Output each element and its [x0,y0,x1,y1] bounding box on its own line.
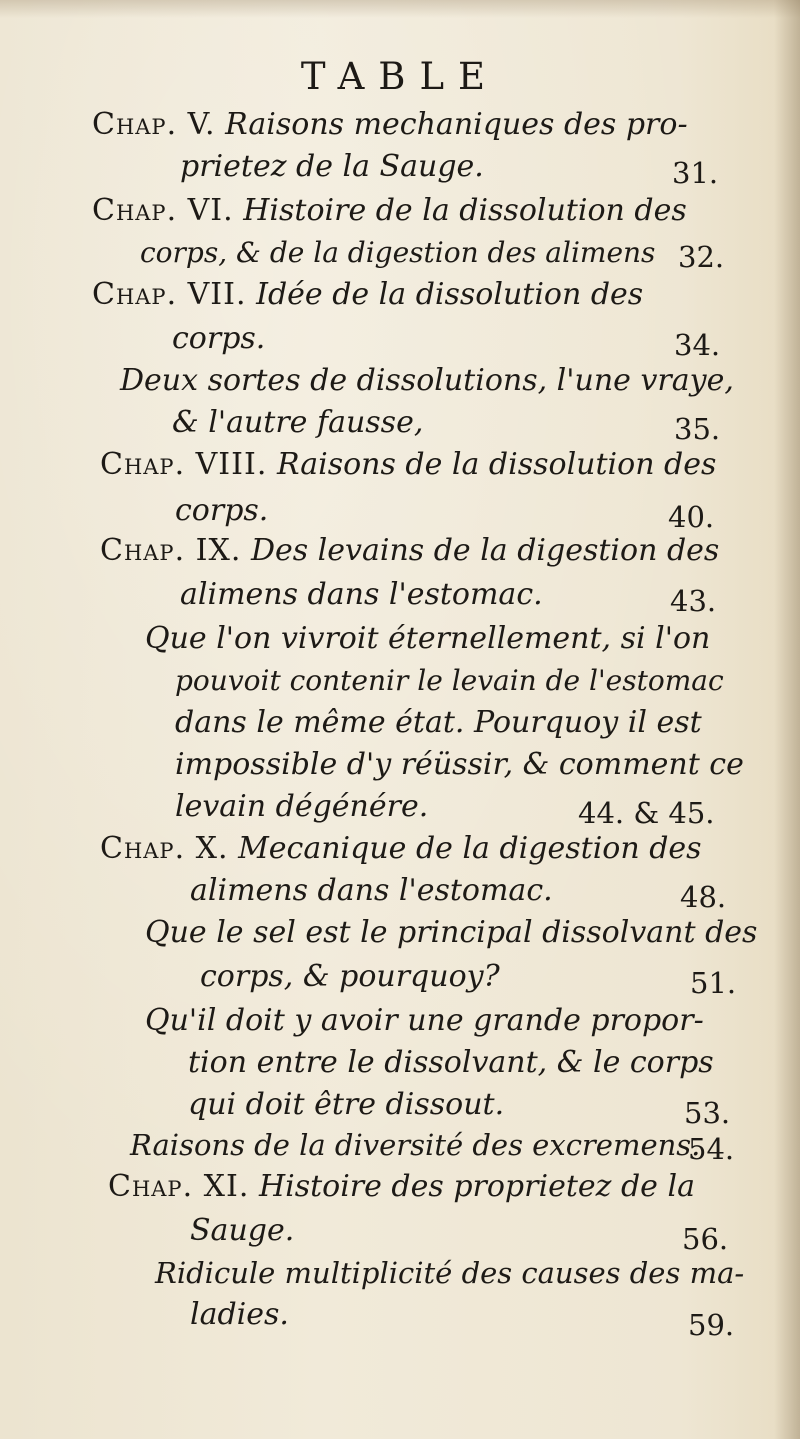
chapter-label: Chap. X. [100,831,229,866]
entry-text: Idée de la dissolution des [256,277,644,312]
toc-entry-text: Que le sel est le principal dissolvant des [145,915,758,950]
chapter-label: Chap. IX. [100,533,242,568]
entry-text-cont: tion entre le dissolvant, & le corps [188,1045,714,1080]
entry-text-cont: qui doit être dissout. [188,1087,505,1122]
entry-text-cont: corps. [172,321,266,356]
entry-text-cont: dans le même état. Pourquoy il est [175,705,702,740]
entry-text-cont: pouvoit contenir le levain de l'estomac [175,664,724,697]
entry-text: Histoire des proprietez de la [258,1169,695,1204]
chapter-label: Chap. VIII. [100,447,268,482]
toc-entry-chap-5 [92,104,688,146]
entry-text-cont: Sauge. [190,1213,295,1248]
toc-entry-text: Raisons de la diversité des excremens. [130,1128,701,1162]
entry-text-cont: & l'autre fausse, [172,405,424,440]
chapter-label: Chap. V. [92,107,216,142]
page-number: 40. [668,500,715,534]
entry-text-cont: alimens dans l'estomac. [190,873,553,908]
toc-entry-text: Qu'il doit y avoir une grande propor- [145,1003,704,1038]
chapter-label: Chap. VI. [92,193,234,228]
page-number: 44. & 45. [578,796,715,830]
page-number: 59. [688,1308,735,1342]
page-number: 35. [674,412,721,446]
toc-entry-chap-6 [92,190,687,232]
entry-text-cont: impossible d'y réüssir, & comment ce [175,747,744,782]
chapter-label: Chap. XI. [108,1169,250,1204]
toc-entry-chap-9 [100,530,719,572]
toc-entry-text: Que l'on vivroit éternellement, si l'on [145,621,711,656]
page-number: 31. [672,156,719,190]
entry-text-cont: corps, & de la digestion des alimens [140,236,656,269]
toc-entry-chap-10 [100,828,702,870]
page-number: 54. [688,1132,735,1166]
entry-text-cont: levain dégénére. [175,789,429,824]
page-number: 34. [674,328,721,362]
toc-entry-chap-11 [108,1166,695,1208]
toc-entry-chap-7 [92,274,643,316]
entry-text: Des levains de la digestion des [250,533,720,568]
entry-text-cont: corps, & pourquoy? [200,959,500,994]
page-number: 51. [690,966,737,1000]
toc-entry-text: Ridicule multiplicité des causes des ma- [155,1256,745,1290]
entry-text: Raisons mechaniques des pro- [225,107,688,142]
entry-text-cont: prietez de la Sauge. [180,149,484,184]
entry-text: Histoire de la dissolution des [243,193,687,228]
entry-text: Raisons de la dissolution des [276,447,717,482]
toc-entry-text: Deux sortes de dissolutions, l'une vraye, [120,363,734,398]
entry-text-cont: corps. [175,493,269,528]
page-number: 32. [678,240,725,274]
entry-text-cont: ladies. [190,1297,289,1332]
page-number: 56. [682,1222,729,1256]
page-number: 53. [684,1096,731,1130]
page-title: TABLE [300,55,500,98]
toc-entry-chap-8 [100,444,716,486]
entry-text: Mecanique de la digestion des [238,831,702,866]
page-number: 43. [670,584,717,618]
chapter-label: Chap. VII. [92,277,247,312]
page-number: 48. [680,880,727,914]
entry-text-cont: alimens dans l'estomac. [180,577,543,612]
